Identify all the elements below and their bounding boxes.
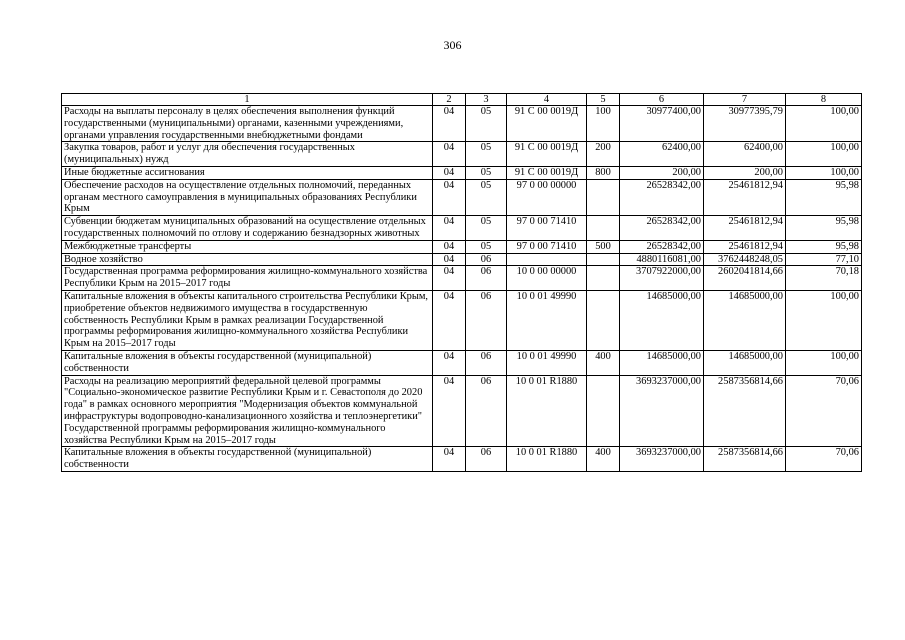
plan-amount-cell: 14685000,00 [620, 350, 704, 375]
execution-percent-cell: 100,00 [786, 142, 862, 167]
execution-percent-cell: 70,18 [786, 266, 862, 291]
subsection-code-cell: 06 [466, 266, 507, 291]
subsection-code-cell: 05 [466, 106, 507, 142]
section-code-cell: 04 [433, 106, 466, 142]
section-code-cell: 04 [433, 350, 466, 375]
table-row [62, 166, 862, 179]
subsection-code-cell: 06 [466, 447, 507, 472]
execution-percent-cell: 95,98 [786, 240, 862, 253]
actual-amount-cell: 2587356814,66 [704, 375, 786, 447]
execution-percent-cell: 70,06 [786, 375, 862, 447]
execution-percent-cell: 95,98 [786, 179, 862, 215]
section-code-cell: 04 [433, 142, 466, 167]
target-article-cell: 91 С 00 0019Д [507, 166, 587, 179]
target-article-cell: 91 С 00 0019Д [507, 106, 587, 142]
table-row [62, 142, 862, 167]
table-row [62, 179, 862, 215]
table-row [62, 375, 862, 447]
table-row [62, 266, 862, 291]
plan-amount-cell: 30977400,00 [620, 106, 704, 142]
expense-name-cell: Капитальные вложения в объекты капитального строительства Республики Крым, приобретение объектов недвижимого имущества в государственную собственность Республики Крым в рамках реализации Государственной программы реформирования жилищно-коммунального хозяйства Республики Крым на 2015–2017 годы [62, 290, 433, 350]
subsection-code-cell: 05 [466, 216, 507, 241]
actual-amount-cell: 3762448248,05 [704, 253, 786, 266]
actual-amount-cell: 14685000,00 [704, 290, 786, 350]
section-code-cell: 04 [433, 216, 466, 241]
target-article-cell: 10 0 01 R1880 [507, 447, 587, 472]
plan-amount-cell: 3707922000,00 [620, 266, 704, 291]
expense-name-cell: Иные бюджетные ассигнования [62, 166, 433, 179]
target-article-cell: 10 0 01 49990 [507, 290, 587, 350]
target-article-cell: 91 С 00 0019Д [507, 142, 587, 167]
table-row [62, 447, 862, 472]
section-code-cell: 04 [433, 290, 466, 350]
execution-percent-cell: 100,00 [786, 350, 862, 375]
plan-amount-cell: 14685000,00 [620, 290, 704, 350]
plan-amount-cell: 26528342,00 [620, 240, 704, 253]
header-cell: 5 [587, 94, 620, 106]
subsection-code-cell: 06 [466, 253, 507, 266]
section-code-cell: 04 [433, 240, 466, 253]
target-article-cell: 97 0 00 71410 [507, 240, 587, 253]
expense-type-cell [587, 253, 620, 266]
expense-name-cell: Субвенции бюджетам муниципальных образований на осуществление отдельных государственных полномочий по отлову и содержанию безнадзорных животных [62, 216, 433, 241]
target-article-cell [507, 253, 587, 266]
expense-type-cell [587, 216, 620, 241]
table-header-row [62, 94, 862, 106]
section-code-cell: 04 [433, 266, 466, 291]
plan-amount-cell: 26528342,00 [620, 179, 704, 215]
target-article-cell: 10 0 00 00000 [507, 266, 587, 291]
actual-amount-cell: 25461812,94 [704, 216, 786, 241]
section-code-cell: 04 [433, 253, 466, 266]
actual-amount-cell: 25461812,94 [704, 179, 786, 215]
expense-name-cell: Межбюджетные трансферты [62, 240, 433, 253]
header-cell: 4 [507, 94, 587, 106]
section-code-cell: 04 [433, 447, 466, 472]
expense-type-cell [587, 375, 620, 447]
execution-percent-cell: 95,98 [786, 216, 862, 241]
actual-amount-cell: 62400,00 [704, 142, 786, 167]
expense-name-cell: Расходы на реализацию мероприятий федеральной целевой программы "Социально-экономическое развитие Республики Крым и г. Севастополя до 2020 года" в рамках основного мероприятия "Модернизация объектов коммунальной инфраструктуры водопроводно-канализационного хозяйства и теплоэнергетики" Государственной программы реформирования жилищно-коммунального хозяйства Республики Крым на 2015–2017 годы [62, 375, 433, 447]
header-cell: 2 [433, 94, 466, 106]
header-cell: 6 [620, 94, 704, 106]
subsection-code-cell: 05 [466, 166, 507, 179]
expense-name-cell: Капитальные вложения в объекты государственной (муниципальной) собственности [62, 350, 433, 375]
expense-name-cell: Водное хозяйство [62, 253, 433, 266]
header-cell: 1 [62, 94, 433, 106]
target-article-cell: 10 0 01 R1880 [507, 375, 587, 447]
target-article-cell: 97 0 00 71410 [507, 216, 587, 241]
budget-table [61, 93, 862, 472]
execution-percent-cell: 100,00 [786, 166, 862, 179]
actual-amount-cell: 2602041814,66 [704, 266, 786, 291]
plan-amount-cell: 3693237000,00 [620, 375, 704, 447]
plan-amount-cell: 62400,00 [620, 142, 704, 167]
target-article-cell: 10 0 01 49990 [507, 350, 587, 375]
expense-type-cell: 800 [587, 166, 620, 179]
table-row [62, 350, 862, 375]
actual-amount-cell: 25461812,94 [704, 240, 786, 253]
plan-amount-cell: 4880116081,00 [620, 253, 704, 266]
subsection-code-cell: 06 [466, 350, 507, 375]
subsection-code-cell: 06 [466, 375, 507, 447]
section-code-cell: 04 [433, 375, 466, 447]
table-row [62, 253, 862, 266]
plan-amount-cell: 200,00 [620, 166, 704, 179]
header-cell: 3 [466, 94, 507, 106]
expense-type-cell [587, 290, 620, 350]
expense-type-cell: 500 [587, 240, 620, 253]
expense-type-cell [587, 266, 620, 291]
plan-amount-cell: 3693237000,00 [620, 447, 704, 472]
actual-amount-cell: 2587356814,66 [704, 447, 786, 472]
section-code-cell: 04 [433, 179, 466, 215]
page-number: 306 [443, 38, 462, 52]
subsection-code-cell: 06 [466, 290, 507, 350]
header-cell: 8 [786, 94, 862, 106]
subsection-code-cell: 05 [466, 240, 507, 253]
actual-amount-cell: 14685000,00 [704, 350, 786, 375]
table-row [62, 216, 862, 241]
table-row [62, 290, 862, 350]
execution-percent-cell: 77,10 [786, 253, 862, 266]
actual-amount-cell: 30977395,79 [704, 106, 786, 142]
expense-type-cell: 100 [587, 106, 620, 142]
expense-name-cell: Обеспечение расходов на осуществление отдельных полномочий, переданных органам местного самоуправления в муниципальных образованиях Республики Крым [62, 179, 433, 215]
expense-type-cell: 200 [587, 142, 620, 167]
expense-name-cell: Государственная программа реформирования жилищно-коммунального хозяйства Республики Крым на 2015–2017 годы [62, 266, 433, 291]
plan-amount-cell: 26528342,00 [620, 216, 704, 241]
target-article-cell: 97 0 00 00000 [507, 179, 587, 215]
execution-percent-cell: 70,06 [786, 447, 862, 472]
expense-type-cell: 400 [587, 350, 620, 375]
table-row [62, 106, 862, 142]
execution-percent-cell: 100,00 [786, 106, 862, 142]
section-code-cell: 04 [433, 166, 466, 179]
actual-amount-cell: 200,00 [704, 166, 786, 179]
subsection-code-cell: 05 [466, 142, 507, 167]
subsection-code-cell: 05 [466, 179, 507, 215]
expense-name-cell: Капитальные вложения в объекты государственной (муниципальной) собственности [62, 447, 433, 472]
expense-type-cell: 400 [587, 447, 620, 472]
expense-name-cell: Закупка товаров, работ и услуг для обеспечения государственных (муниципальных) нужд [62, 142, 433, 167]
expense-name-cell: Расходы на выплаты персоналу в целях обеспечения выполнения функций государственными (муниципальными) органами, казенными учреждениями, органами управления государственными внебюджетными фондами [62, 106, 433, 142]
table-row [62, 240, 862, 253]
header-cell: 7 [704, 94, 786, 106]
execution-percent-cell: 100,00 [786, 290, 862, 350]
expense-type-cell [587, 179, 620, 215]
